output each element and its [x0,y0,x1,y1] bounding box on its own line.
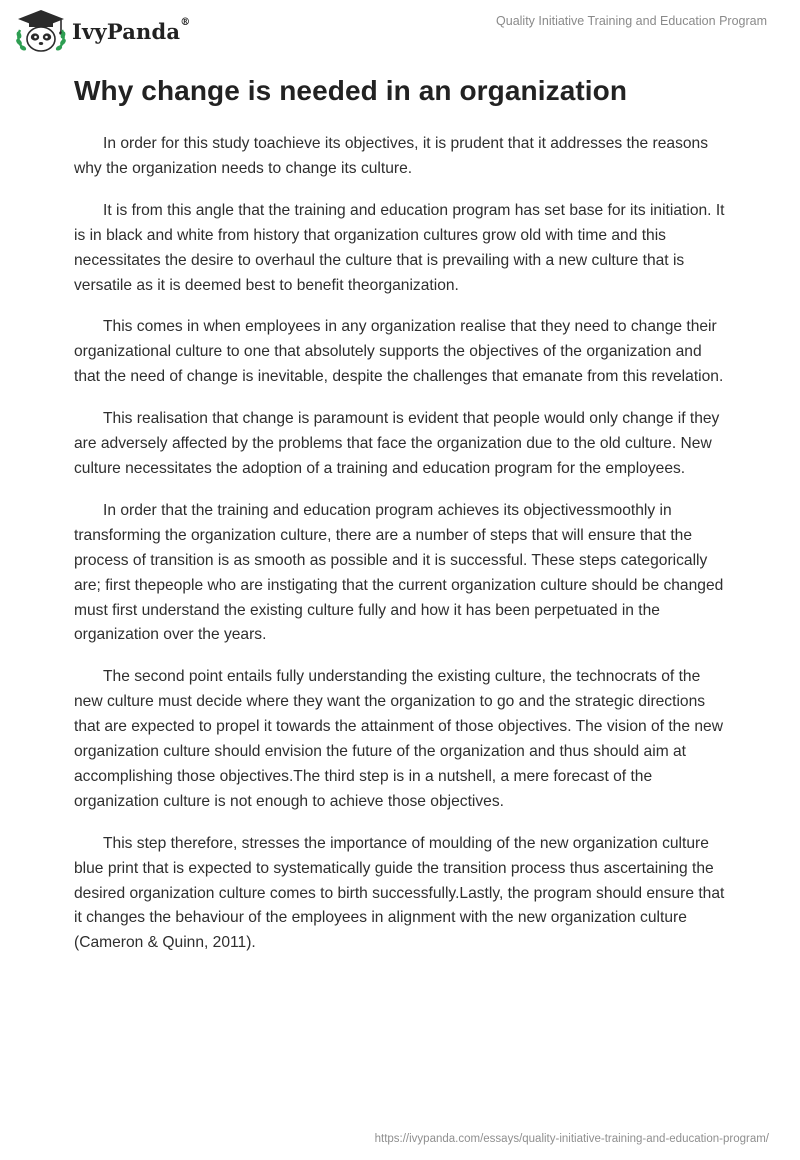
ivypanda-logo[interactable] [14,8,190,54]
document-title: Quality Initiative Training and Education Program [496,14,767,28]
page-header [0,0,800,60]
article [74,72,726,973]
source-url[interactable]: https://ivypanda.com/essays/quality-initiative-training-and-education-program/ [374,1133,769,1145]
paragraph: It is from this angle that the training and education program has set base for its initiation. It is in black and white from history that organization cultures grow old with time and this necessitates the desire to overhaul the culture that is prevailing with a new culture that is versatile as it is deemed best to benefit theorganization. [74,201,725,294]
paragraph: In order that the training and education program achieves its objectivessmoothly in transforming the organization culture, there are a number of steps that will ensure that the process of transition is as smooth as possible and it is successful. These steps categorically are; first thepeople who are instigating that the current organization culture should be changed must first understand the existing culture fully and how it has been perpetuated in the organization over the years. [74,501,724,644]
paragraph: In order for this study toachieve its objectives, it is prudent that it addresses the reasons why the organization needs to change its culture. [74,135,709,177]
article-heading: Why change is needed in an organization [74,75,628,106]
panda-graduate-icon [14,8,68,54]
article-body [74,132,726,956]
brand-name: IvyPanda® [72,16,191,44]
paragraph: The second point entails fully understanding the existing culture, the technocrats of the new culture must decide where they want the organization to go and the strategic directions that are expected to propel it towards the attainment of those objectives. The vision of the new organization culture should envision the future of the organization and thus should aim at accomplishing those objectives.The third step is in a nutshell, a mere forecast of the organization culture is not enough to achieve those objectives. [74,668,723,810]
paragraph: This comes in when employees in any organization realise that they need to change their organizational culture to one that absolutely supports the objectives of the organization and that the need of change is inevitable, despite the challenges that emanate from this revelation. [74,318,724,386]
paragraph: This step therefore, stresses the importance of moulding of the new organization culture blue print that is expected to systematically guide the transition process thus ascertaining the desired organization culture comes to birth successfully.Lastly, the program should ensure that it changes the behaviour of the employees in alignment with the new organization culture (Cameron & Quinn, 2011). [74,834,725,952]
paragraph: This realisation that change is paramount is evident that people would only change if they are adversely affected by the problems that face the organization due to the old culture. New culture necessitates the adoption of a training and education program for the employees. [74,410,720,477]
